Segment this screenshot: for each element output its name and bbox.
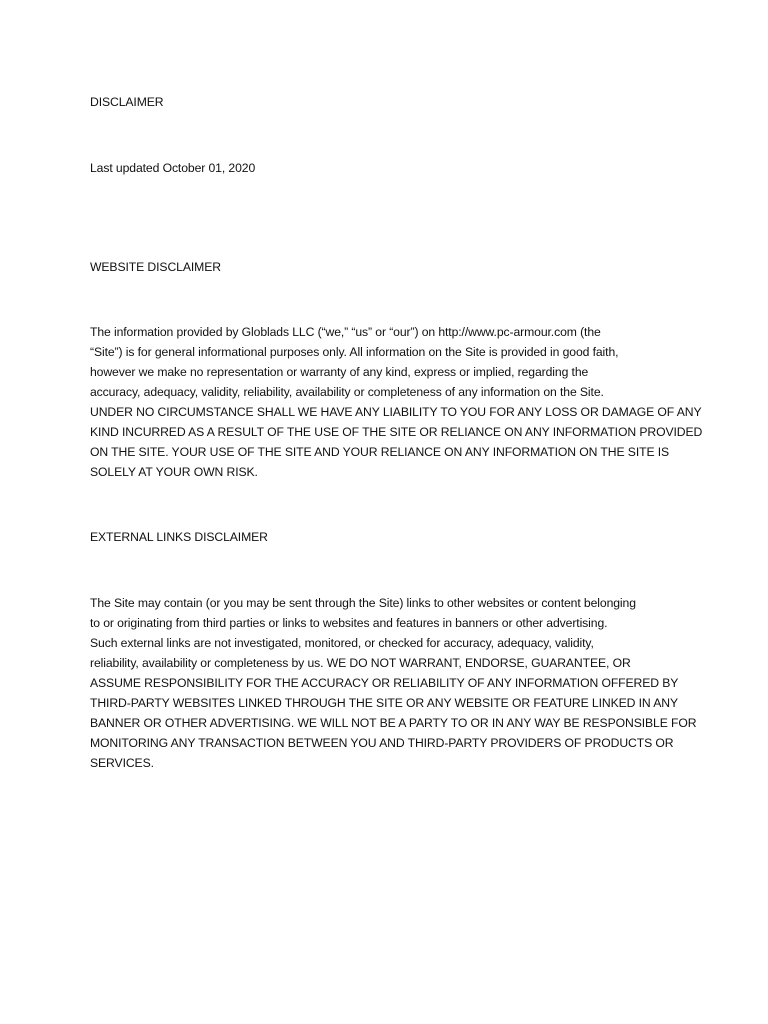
paragraph-line: SERVICES. bbox=[90, 756, 154, 770]
paragraph-line: BANNER OR OTHER ADVERTISING. WE WILL NOT BE A PARTY TO OR IN ANY WAY BE RESPONSIBLE FOR bbox=[90, 716, 697, 730]
paragraph-line: Such external links are not investigated, monitored, or checked for accuracy, adequacy, validity, bbox=[90, 636, 594, 650]
paragraph-line: however we make no representation or warranty of any kind, express or implied, regarding the bbox=[90, 365, 589, 379]
paragraph-line: “Site”) is for general informational purposes only. All information on the Site is provided in good faith, bbox=[90, 345, 619, 359]
paragraph-line: accuracy, adequacy, validity, reliability, availability or completeness of any information on the Site. bbox=[90, 385, 604, 399]
paragraph-line: The Site may contain (or you may be sent through the Site) links to other websites or content belonging bbox=[90, 596, 636, 610]
paragraph-line: SOLELY AT YOUR OWN RISK. bbox=[90, 465, 258, 479]
paragraph-line: ASSUME RESPONSIBILITY FOR THE ACCURACY OR RELIABILITY OF ANY INFORMATION OFFERED BY bbox=[90, 676, 679, 690]
website-disclaimer-paragraph bbox=[90, 322, 702, 482]
paragraph-line: The information provided by Globlads LLC (“we,” “us” or “our”) on http://www.pc-armour.com (the bbox=[90, 325, 601, 339]
document-title: DISCLAIMER bbox=[90, 95, 164, 109]
paragraph-line: THIRD-PARTY WEBSITES LINKED THROUGH THE SITE OR ANY WEBSITE OR FEATURE LINKED IN ANY bbox=[90, 696, 678, 710]
external-links-disclaimer-paragraph bbox=[90, 593, 696, 773]
paragraph-line: KIND INCURRED AS A RESULT OF THE USE OF THE SITE OR RELIANCE ON ANY INFORMATION PROVIDED bbox=[90, 425, 703, 439]
paragraph-line: UNDER NO CIRCUMSTANCE SHALL WE HAVE ANY LIABILITY TO YOU FOR ANY LOSS OR DAMAGE OF ANY bbox=[90, 405, 702, 419]
website-disclaimer-heading: WEBSITE DISCLAIMER bbox=[90, 260, 221, 274]
paragraph-line: MONITORING ANY TRANSACTION BETWEEN YOU AND THIRD-PARTY PROVIDERS OF PRODUCTS OR bbox=[90, 736, 674, 750]
last-updated-date: Last updated October 01, 2020 bbox=[90, 161, 256, 175]
external-links-disclaimer-heading: EXTERNAL LINKS DISCLAIMER bbox=[90, 530, 268, 544]
paragraph-line: to or originating from third parties or links to websites and features in banners or other advertising. bbox=[90, 616, 608, 630]
paragraph-line: reliability, availability or completeness by us. WE DO NOT WARRANT, ENDORSE, GUARANTEE, OR bbox=[90, 656, 631, 670]
paragraph-line: ON THE SITE. YOUR USE OF THE SITE AND YOUR RELIANCE ON ANY INFORMATION ON THE SITE IS bbox=[90, 445, 670, 459]
